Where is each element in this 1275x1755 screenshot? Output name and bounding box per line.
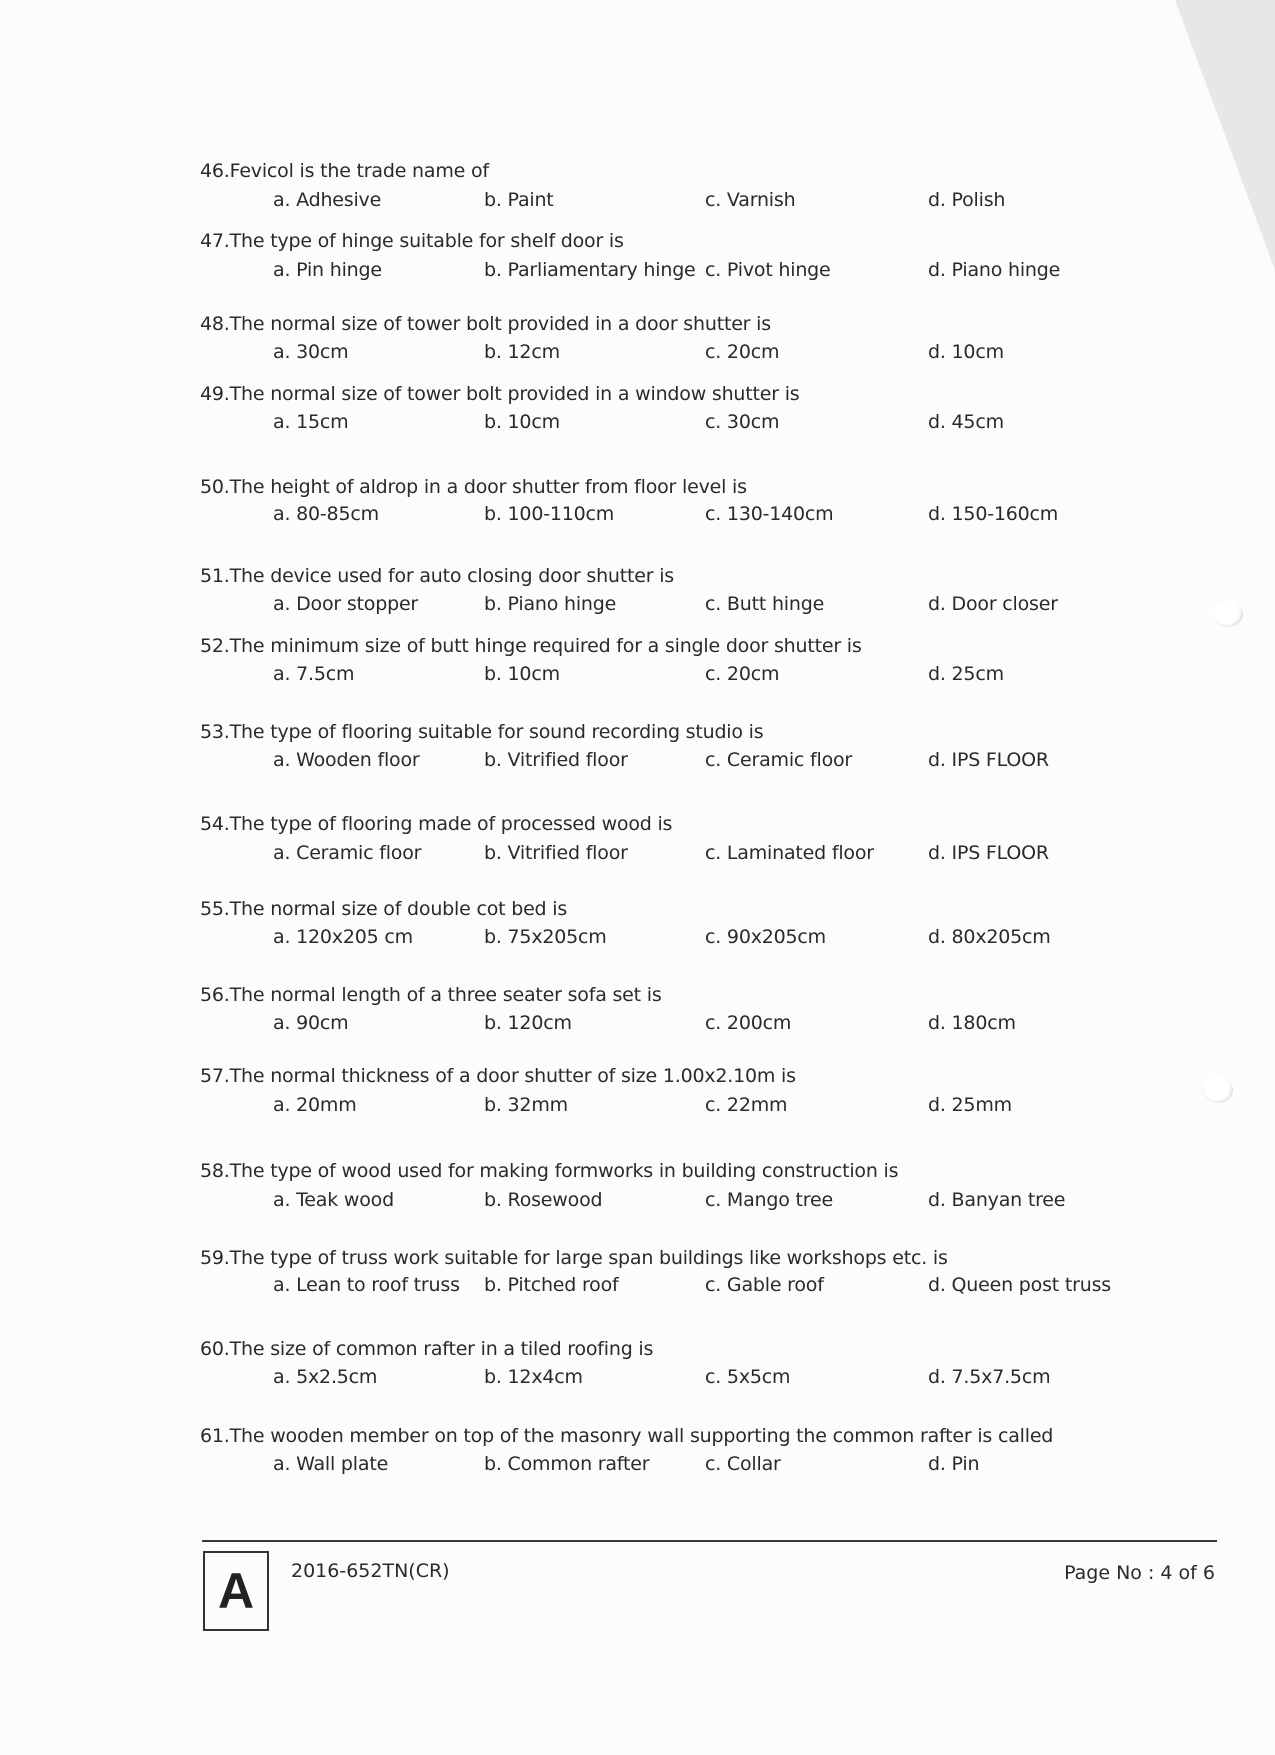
page-number: Page No : 4 of 6 [1064, 1562, 1215, 1584]
answer-option-d: d. 10cm [928, 341, 1004, 363]
answer-option-b: b. Rosewood [484, 1189, 603, 1211]
answer-option-b: b. Vitrified floor [484, 749, 628, 771]
answer-option-d: d. 45cm [928, 411, 1004, 433]
question-number: 60. [200, 1338, 230, 1360]
answer-option-a: a. 20mm [273, 1094, 357, 1116]
answer-option-b: b. 12cm [484, 341, 560, 363]
question-set-box [203, 1551, 269, 1631]
set-letter: A [217, 1563, 255, 1619]
answer-option-d: d. Piano hinge [928, 259, 1061, 281]
answer-option-a: a. 30cm [273, 341, 349, 363]
answer-option-c: c. Butt hinge [705, 593, 825, 615]
answer-option-b: b. Paint [484, 189, 554, 211]
question-number: 55. [200, 898, 230, 920]
question-stem: The size of common rafter in a tiled roofing is [229, 1338, 654, 1360]
question-stem: The type of truss work suitable for large span buildings like workshops etc. is [229, 1247, 948, 1269]
answer-option-d: d. Pin [928, 1453, 980, 1475]
question-number: 59. [200, 1247, 230, 1269]
paper-code: 2016-652TN(CR) [291, 1560, 450, 1582]
question-number: 54. [200, 813, 230, 835]
punch-hole-top [1213, 601, 1243, 627]
answer-option-d: d. Polish [928, 189, 1006, 211]
question-text [200, 1065, 796, 1087]
answer-option-d: d. Door closer [928, 593, 1058, 615]
answer-option-a: a. 80-85cm [273, 503, 379, 525]
answer-option-c: c. 30cm [705, 411, 780, 433]
question-text [200, 635, 862, 657]
question-number: 58. [200, 1160, 230, 1182]
answer-option-a: a. Lean to roof truss [273, 1274, 460, 1296]
answer-option-b: b. 32mm [484, 1094, 568, 1116]
question-text [200, 1247, 948, 1269]
answer-option-a: a. Pin hinge [273, 259, 382, 281]
question-stem: The normal size of tower bolt provided in a window shutter is [229, 383, 800, 405]
answer-option-d: d. IPS FLOOR [928, 842, 1049, 864]
answer-option-a: a. 90cm [273, 1012, 349, 1034]
answer-option-d: d. Queen post truss [928, 1274, 1111, 1296]
answer-option-b: b. 10cm [484, 663, 560, 685]
question-number: 57. [200, 1065, 230, 1087]
answer-option-c: c. 90x205cm [705, 926, 826, 948]
answer-option-c: c. 5x5cm [705, 1366, 791, 1388]
question-text [200, 160, 489, 182]
question-text [200, 565, 674, 587]
answer-option-a: a. Ceramic floor [273, 842, 422, 864]
question-stem: The normal size of double cot bed is [229, 898, 568, 920]
question-text [200, 721, 763, 743]
question-text [200, 313, 771, 335]
question-text [200, 1425, 1053, 1447]
question-number: 61. [200, 1425, 230, 1447]
question-text [200, 1160, 898, 1182]
answer-option-c: c. Pivot hinge [705, 259, 831, 281]
answer-option-c: c. 130-140cm [705, 503, 834, 525]
question-text [200, 383, 799, 405]
answer-option-a: a. 15cm [273, 411, 349, 433]
answer-option-c: c. Gable roof [705, 1274, 824, 1296]
answer-option-a: a. Wall plate [273, 1453, 389, 1475]
question-stem: The normal length of a three seater sofa set is [229, 984, 662, 1006]
question-text [200, 230, 624, 252]
question-text [200, 984, 662, 1006]
question-stem: The type of flooring made of processed wood is [229, 813, 673, 835]
answer-option-b: b. Vitrified floor [484, 842, 628, 864]
question-stem: The type of wood used for making formworks in building construction is [229, 1160, 899, 1182]
question-stem: The height of aldrop in a door shutter from floor level is [229, 476, 747, 498]
answer-option-d: d. 150-160cm [928, 503, 1059, 525]
answer-option-d: d. Banyan tree [928, 1189, 1066, 1211]
question-number: 50. [200, 476, 230, 498]
answer-option-a: a. Wooden floor [273, 749, 420, 771]
answer-option-c: c. 20cm [705, 663, 780, 685]
answer-option-b: b. 100-110cm [484, 503, 615, 525]
answer-option-b: b. 12x4cm [484, 1366, 583, 1388]
answer-option-b: b. 120cm [484, 1012, 572, 1034]
question-number: 52. [200, 635, 230, 657]
question-number: 51. [200, 565, 230, 587]
answer-option-d: d. IPS FLOOR [928, 749, 1049, 771]
question-text [200, 476, 747, 498]
punch-hole-bottom [1203, 1077, 1233, 1103]
answer-option-c: c. 200cm [705, 1012, 792, 1034]
answer-option-c: c. Collar [705, 1453, 781, 1475]
question-stem: The minimum size of butt hinge required for a single door shutter is [229, 635, 862, 657]
answer-option-c: c. 22mm [705, 1094, 788, 1116]
answer-option-c: c. Laminated floor [705, 842, 874, 864]
answer-option-c: c. 20cm [705, 341, 780, 363]
answer-option-c: c. Mango tree [705, 1189, 833, 1211]
question-number: 46. [200, 160, 230, 182]
answer-option-d: d. 25mm [928, 1094, 1012, 1116]
question-stem: The wooden member on top of the masonry wall supporting the common rafter is called [229, 1425, 1054, 1447]
question-number: 47. [200, 230, 230, 252]
answer-option-d: d. 7.5x7.5cm [928, 1366, 1051, 1388]
answer-option-c: c. Varnish [705, 189, 796, 211]
question-stem: The type of flooring suitable for sound recording studio is [229, 721, 764, 743]
answer-option-b: b. 10cm [484, 411, 560, 433]
answer-option-a: a. 7.5cm [273, 663, 355, 685]
question-stem: Fevicol is the trade name of [229, 160, 489, 182]
answer-option-a: a. 120x205 cm [273, 926, 413, 948]
question-number: 49. [200, 383, 230, 405]
question-text [200, 898, 567, 920]
answer-option-a: a. Door stopper [273, 593, 419, 615]
question-text [200, 1338, 653, 1360]
footer-divider [202, 1540, 1217, 1542]
answer-option-a: a. Adhesive [273, 189, 382, 211]
answer-option-d: d. 25cm [928, 663, 1004, 685]
question-number: 53. [200, 721, 230, 743]
answer-option-c: c. Ceramic floor [705, 749, 853, 771]
answer-option-d: d. 180cm [928, 1012, 1016, 1034]
answer-option-d: d. 80x205cm [928, 926, 1051, 948]
page-fold-corner [1175, 0, 1275, 270]
answer-option-b: b. Common rafter [484, 1453, 650, 1475]
question-number: 48. [200, 313, 230, 335]
question-text [200, 813, 672, 835]
question-stem: The normal size of tower bolt provided in a door shutter is [229, 313, 771, 335]
question-stem: The type of hinge suitable for shelf door is [229, 230, 624, 252]
answer-option-b: b. Pitched roof [484, 1274, 619, 1296]
answer-option-a: a. 5x2.5cm [273, 1366, 378, 1388]
question-stem: The device used for auto closing door shutter is [229, 565, 674, 587]
answer-option-a: a. Teak wood [273, 1189, 394, 1211]
question-number: 56. [200, 984, 230, 1006]
answer-option-b: b. 75x205cm [484, 926, 607, 948]
answer-option-b: b. Parliamentary hinge [484, 259, 696, 281]
answer-option-b: b. Piano hinge [484, 593, 617, 615]
question-stem: The normal thickness of a door shutter of size 1.00x2.10m is [229, 1065, 796, 1087]
